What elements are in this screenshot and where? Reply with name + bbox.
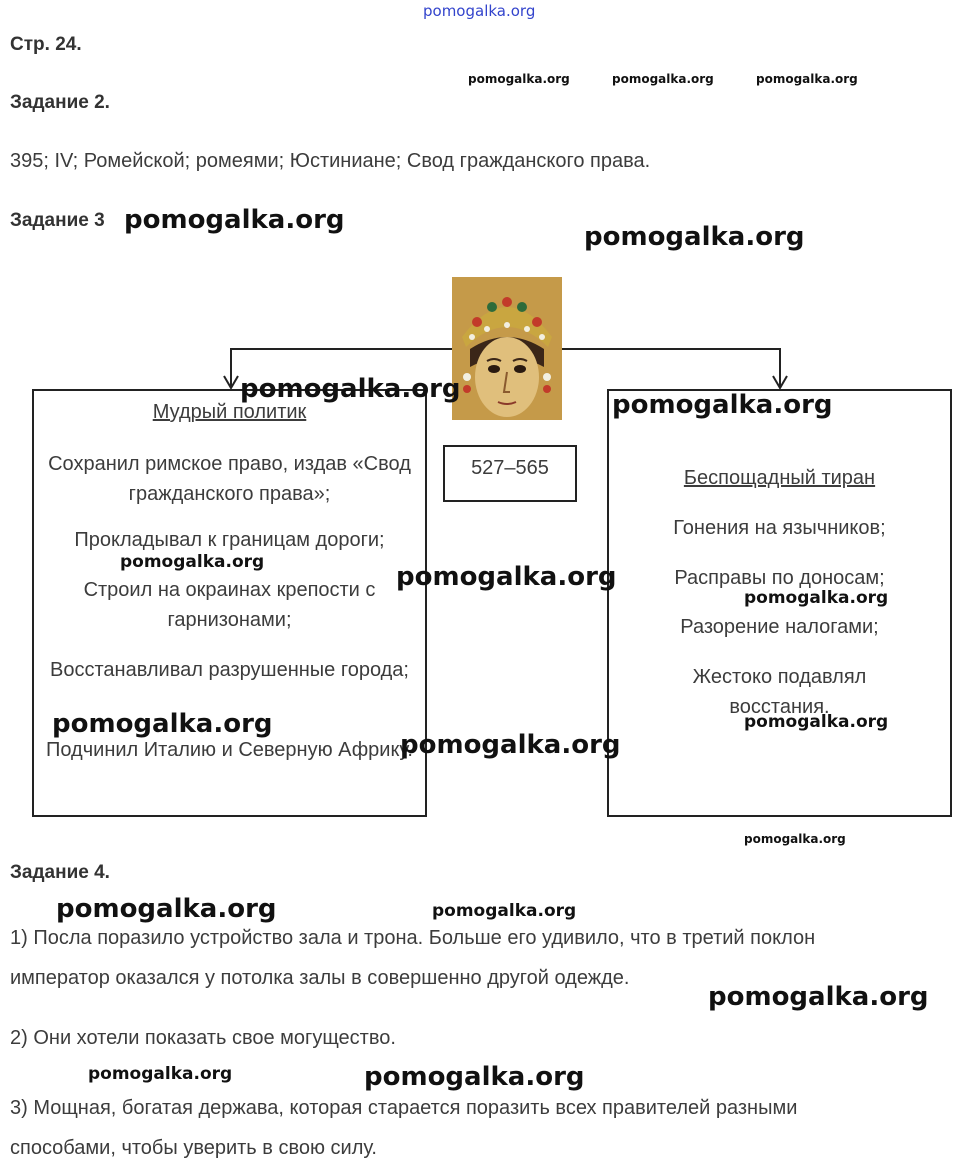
watermark: pomogalka.org xyxy=(56,894,277,924)
task4-heading: Задание 4. xyxy=(10,862,110,883)
watermark: pomogalka.org xyxy=(756,72,858,86)
watermark: pomogalka.org xyxy=(364,1062,585,1092)
task4-answer-2: 2) Они хотели показать свое могущество. xyxy=(10,1027,396,1049)
watermark: pomogalka.org xyxy=(584,222,805,252)
watermark: pomogalka.org xyxy=(120,552,265,572)
left-item: Восстанавливал разрушенные города; xyxy=(50,659,409,681)
page-label: Стр. 24. xyxy=(10,34,82,55)
wise-politician-box xyxy=(32,389,427,817)
watermark: pomogalka.org xyxy=(240,374,461,404)
emperor-portrait xyxy=(452,277,562,420)
watermark: pomogalka.org xyxy=(744,712,889,732)
reign-years: 527–565 xyxy=(471,457,549,479)
watermark: pomogalka.org xyxy=(744,832,846,846)
task4-answer-1: 1) Посла поразило устройство зала и трона. Больше его удивило, что в третий поклон император оказался у потолка залы в совершенно другой одежде. xyxy=(10,927,816,989)
right-item: Расправы по доносам; xyxy=(674,567,885,589)
watermark: pomogalka.org xyxy=(744,588,889,608)
watermark: pomogalka.org xyxy=(52,709,273,739)
watermark: pomogalka.org xyxy=(612,390,833,420)
watermark: pomogalka.org xyxy=(468,72,570,86)
right-item: Гонения на язычников; xyxy=(673,517,886,539)
watermark: pomogalka.org xyxy=(708,982,929,1012)
top-watermark: pomogalka.org xyxy=(423,2,536,20)
watermark: pomogalka.org xyxy=(88,1064,233,1084)
task2-heading: Задание 2. xyxy=(10,92,110,113)
left-item: Прокладывал к границам дороги; xyxy=(74,529,385,551)
left-item: Сохранил римское право, издав «Свод гражданского права»; xyxy=(48,453,411,505)
watermark: pomogalka.org xyxy=(124,205,345,235)
task4-answer-3: 3) Мощная, богатая держава, которая старается поразить всех правителей разными способами, чтобы уверить в свою силу. xyxy=(10,1097,798,1159)
task3-heading: Задание 3 xyxy=(10,210,105,231)
left-item: Подчинил Италию и Северную Африку. xyxy=(46,739,413,761)
right-item: Разорение налогами; xyxy=(680,616,879,638)
left-box-title: Мудрый политик xyxy=(152,401,307,423)
reign-years-box xyxy=(443,445,577,502)
task2-answer: 395; IV; Ромейской; ромеями; Юстиниане; Свод гражданского права. xyxy=(10,150,651,172)
left-item: Строил на окраинах крепости с гарнизонами; xyxy=(83,579,376,631)
right-box-title: Беспощадный тиран xyxy=(683,467,876,489)
watermark: pomogalka.org xyxy=(612,72,714,86)
watermark: pomogalka.org xyxy=(396,562,617,592)
right-item: Жестоко подавлял восстания. xyxy=(692,666,867,718)
watermark: pomogalka.org xyxy=(400,730,621,760)
watermark: pomogalka.org xyxy=(432,901,577,921)
